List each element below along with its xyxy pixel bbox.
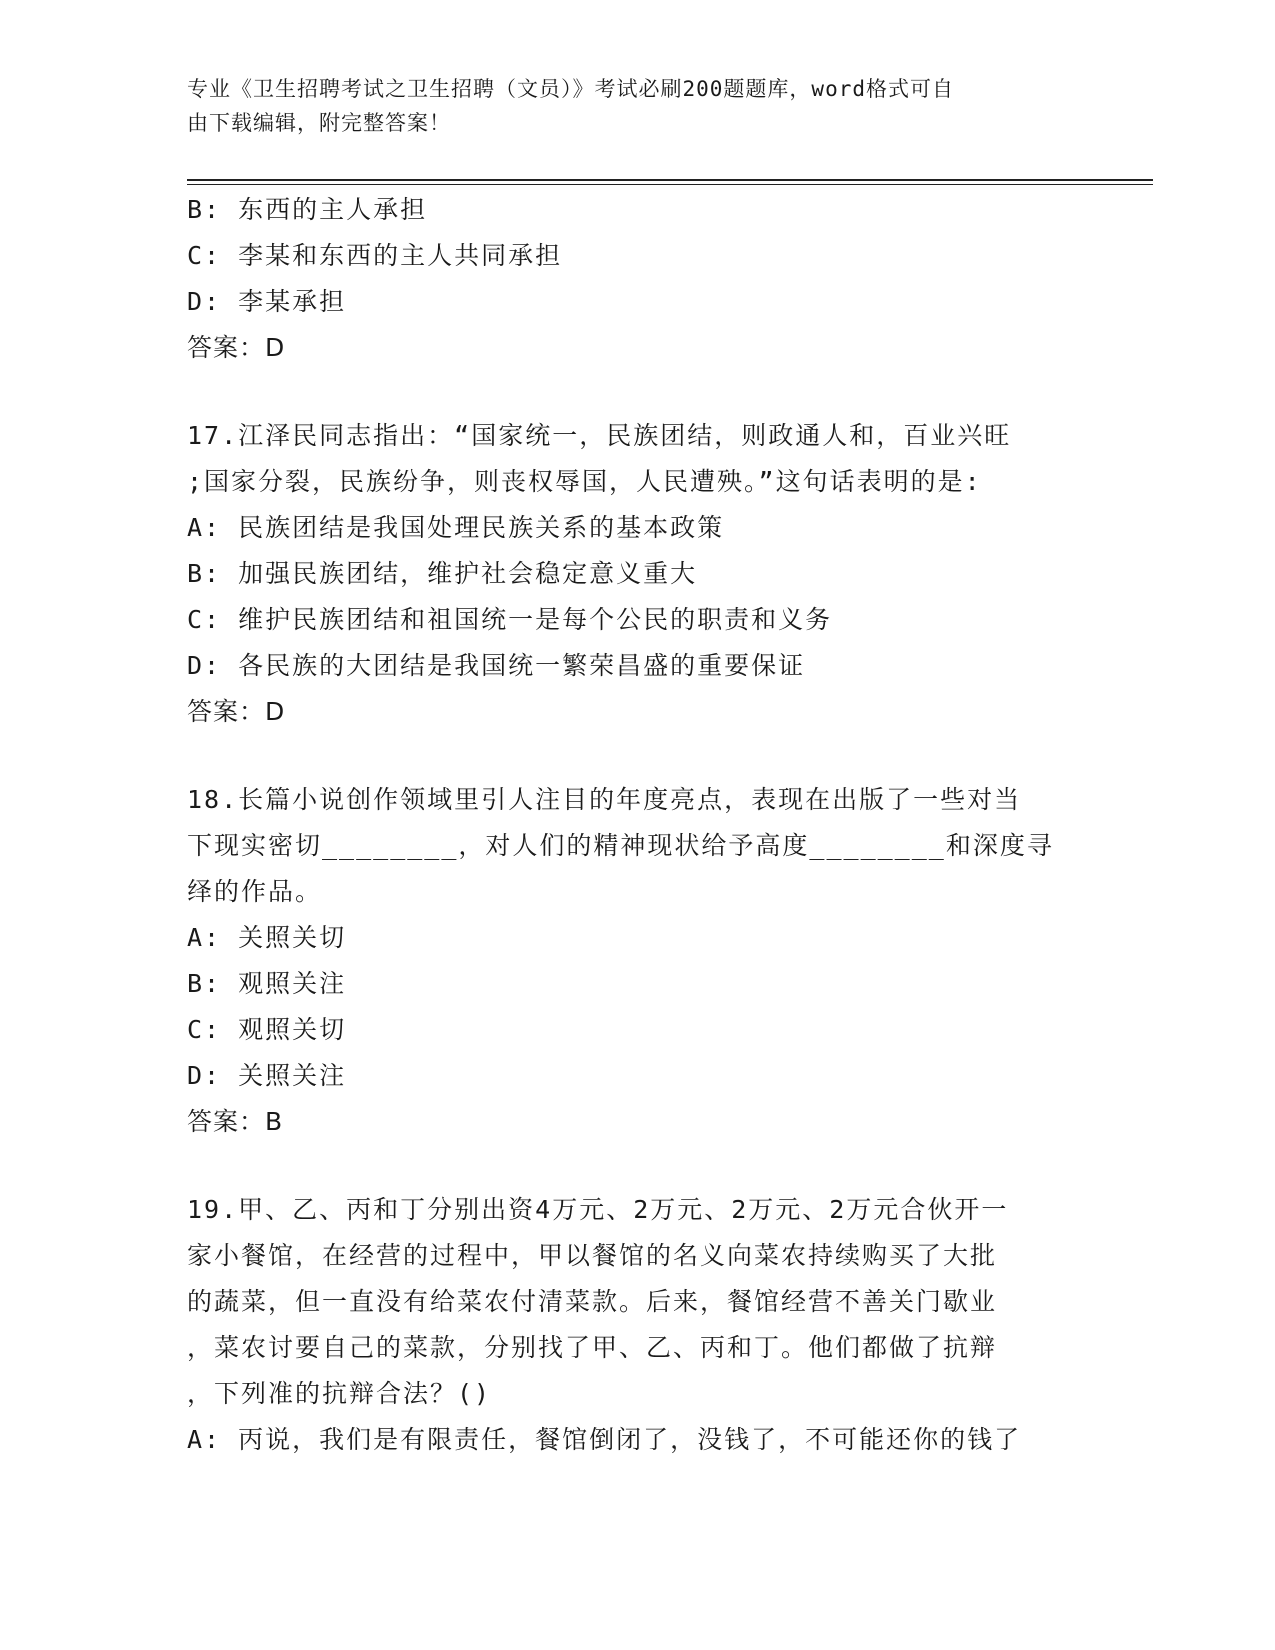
option-c: C: 观照关切 [187, 1015, 347, 1044]
question-stem: ，菜农讨要自己的菜款，分别找了甲、乙、丙和丁。他们都做了抗辩 [187, 1333, 998, 1362]
answer: 答案：D [187, 333, 286, 362]
question-stem: 家小餐馆，在经营的过程中，甲以餐馆的名义向菜农持续购买了大批 [187, 1241, 998, 1270]
option-d: D: 各民族的大团结是我国统一繁荣昌盛的重要保证 [187, 651, 806, 680]
option-b: B: 加强民族团结，维护社会稳定意义重大 [187, 559, 698, 588]
question-stem: 17.江泽民同志指出：“国家统一，民族团结，则政通人和，百业兴旺 [187, 421, 1012, 450]
option-a: A: 关照关切 [187, 923, 347, 952]
spacer [187, 1145, 1087, 1187]
answer: 答案：B [187, 1107, 284, 1136]
option-d: D: 李某承担 [187, 287, 347, 316]
question-stem: 下现实密切________，对人们的精神现状给予高度________和深度寻 [187, 831, 1054, 860]
question-stem: ，下列准的抗辩合法？() [187, 1379, 492, 1408]
question-stem: 18.长篇小说创作领域里引人注目的年度亮点，表现在出版了一些对当 [187, 785, 1022, 814]
question-stem: 的蔬菜，但一直没有给菜农付清菜款。后来，餐馆经营不善关门歇业 [187, 1287, 998, 1316]
question-stem: ;国家分裂，民族纷争，则丧权辱国，人民遭殃。”这句话表明的是: [187, 467, 982, 496]
option-d: D: 关照关注 [187, 1061, 347, 1090]
option-b: B: 东西的主人承担 [187, 195, 428, 224]
header-divider-thin [187, 184, 1153, 185]
header-divider-thick [187, 179, 1153, 181]
question-stem: 绎的作品。 [187, 877, 323, 906]
question-16 [187, 187, 1087, 371]
question-list [187, 187, 1087, 1463]
document-header [187, 72, 1067, 140]
question-stem: 19.甲、乙、丙和丁分别出资4万元、2万元、2万元、2万元合伙开一 [187, 1195, 1009, 1224]
option-c: C: 李某和东西的主人共同承担 [187, 241, 563, 270]
option-a: A: 丙说，我们是有限责任，餐馆倒闭了，没钱了，不可能还你的钱了 [187, 1425, 1022, 1454]
header-line-1: 专业《卫生招聘考试之卫生招聘（文员）》考试必刷200题题库，word格式可自 [187, 77, 954, 101]
answer: 答案：D [187, 697, 286, 726]
option-c: C: 维护民族团结和祖国统一是每个公民的职责和义务 [187, 605, 833, 634]
option-b: B: 观照关注 [187, 969, 347, 998]
question-19 [187, 1187, 1087, 1463]
spacer [187, 735, 1087, 777]
option-a: A: 民族团结是我国处理民族关系的基本政策 [187, 513, 725, 542]
header-line-2: 由下载编辑，附完整答案！ [187, 111, 451, 135]
question-18 [187, 777, 1087, 1145]
question-17 [187, 413, 1087, 735]
spacer [187, 371, 1087, 413]
